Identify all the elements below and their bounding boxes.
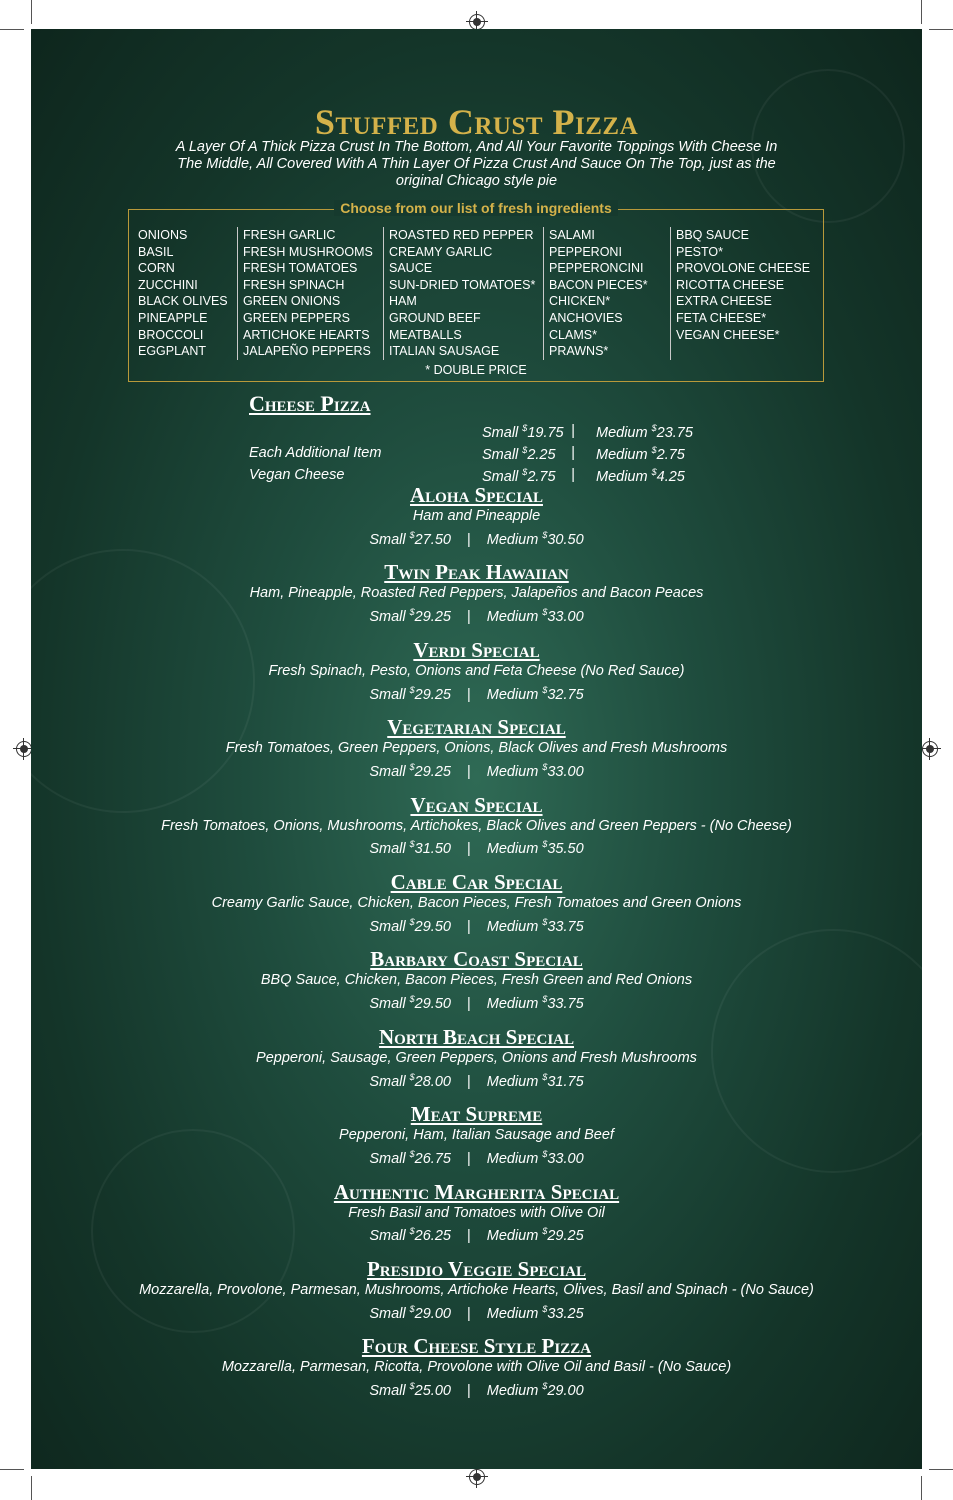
price-value: 28.00 [414, 1073, 451, 1090]
currency-symbol: $ [409, 684, 415, 695]
special-description: Mozzarella, Parmesan, Ricotta, Provolone with Olive Oil and Basil - (No Sauce) [221, 1359, 732, 1376]
special-prices [31, 1377, 922, 1401]
price-value: 29.25 [414, 686, 451, 703]
price-value: 33.75 [547, 996, 584, 1013]
ingredient-item: BASIL [138, 244, 174, 259]
small-price: Small $29.25 [369, 762, 451, 781]
price-value: 29.25 [414, 764, 451, 781]
ingredient-item: GREEN ONIONS [243, 294, 341, 309]
special-prices [31, 1068, 922, 1092]
special-item [31, 1334, 922, 1401]
price-value: 33.00 [547, 764, 584, 781]
ingredient-column [237, 227, 383, 360]
currency-symbol: $ [522, 423, 528, 433]
medium-price: Medium $33.00 [486, 607, 584, 626]
ingredient-item: ANCHOVIES [549, 310, 623, 325]
price-value: 27.50 [414, 531, 451, 548]
currency-symbol: $ [542, 1149, 548, 1160]
special-item [31, 560, 922, 627]
ingredient-item: PRAWNS* [549, 344, 609, 359]
registration-mark-icon [16, 741, 32, 757]
special-name: Vegan Special [410, 792, 543, 817]
price-separator: | [466, 841, 471, 858]
small-price: Small $2.25 [482, 445, 556, 463]
ingredient-item: CHICKEN* [549, 294, 611, 309]
currency-symbol: $ [542, 917, 548, 927]
special-description: Fresh Basil and Tomatoes with Olive Oil [348, 1204, 605, 1221]
crop-mark [0, 29, 24, 30]
currency-symbol: $ [542, 839, 548, 850]
currency-symbol: $ [542, 762, 548, 773]
currency-symbol: $ [542, 684, 548, 695]
special-prices [31, 836, 922, 860]
ingredient-column [383, 227, 543, 360]
registration-mark-icon [922, 741, 938, 757]
ingredient-item: PEPPERONI [549, 244, 622, 259]
currency-symbol: $ [542, 1381, 548, 1392]
price-value: 29.25 [414, 609, 451, 626]
ingredient-item: GREEN PEPPERS [243, 310, 350, 325]
crop-mark [929, 1469, 953, 1470]
small-price: Small $26.25 [369, 1226, 451, 1245]
medium-price: Medium $33.75 [486, 917, 584, 935]
currency-symbol: $ [651, 445, 657, 455]
ingredient-column [129, 227, 237, 360]
price-value: 2.75 [656, 446, 685, 463]
special-name: Verdi Special [413, 637, 540, 662]
small-price: Small $31.50 [369, 839, 451, 858]
special-item [31, 870, 922, 937]
price-separator: | [466, 1228, 471, 1245]
ingredient-item: BBQ SAUCE [676, 228, 749, 242]
small-price: Small $29.50 [369, 917, 451, 935]
price-value: 31.50 [414, 841, 451, 858]
currency-symbol: $ [409, 530, 415, 540]
currency-symbol: $ [542, 1226, 548, 1237]
ingredients-heading: Choose from our list of fresh ingredients [334, 200, 617, 216]
ingredients-columns [129, 227, 823, 360]
special-prices [31, 990, 922, 1014]
special-prices [31, 1145, 922, 1169]
special-description: Pepperoni, Ham, Italian Sausage and Beef [339, 1127, 614, 1144]
special-name: Presidio Veggie Special [366, 1257, 586, 1281]
small-price: Small $2.75 [482, 467, 556, 485]
price-separator: | [466, 531, 471, 548]
special-description: Mozzarella, Provolone, Parmesan, Mushrooms, Artichoke Hearts, Olives, Basil and Spinach - (No Sauce) [139, 1282, 814, 1298]
special-prices [31, 913, 922, 937]
medium-price: Medium $2.75 [596, 445, 685, 463]
crop-mark [31, 1476, 32, 1500]
crop-mark [921, 1476, 922, 1500]
special-name: Cable Car Special [390, 870, 563, 894]
ingredient-item: RICOTTA CHEESE [676, 277, 785, 292]
ingredient-item: ITALIAN SAUSAGE [389, 344, 500, 359]
price-value: 29.25 [547, 1228, 584, 1245]
currency-symbol: $ [409, 1149, 415, 1160]
currency-symbol: $ [522, 467, 528, 477]
special-name: North Beach Special [378, 1024, 574, 1049]
price-value: 29.00 [414, 1305, 451, 1322]
small-price: Small $27.50 [369, 530, 451, 548]
special-prices [31, 526, 922, 550]
price-separator: | [466, 1073, 471, 1090]
currency-symbol: $ [542, 607, 548, 618]
ingredient-item: JALAPEÑO PEPPERS [243, 344, 371, 359]
ingredient-column [670, 227, 820, 360]
small-price: Small $19.75 [482, 423, 564, 441]
price-value: 2.25 [527, 446, 556, 463]
ingredient-item: EGGPLANT [138, 344, 207, 359]
ingredient-item: CLAMS* [549, 327, 597, 342]
medium-price: Medium $23.75 [596, 423, 693, 441]
medium-price: Medium $33.75 [486, 994, 584, 1013]
currency-symbol: $ [409, 762, 415, 773]
special-item [31, 1257, 922, 1324]
special-item [31, 715, 922, 782]
ingredient-item: SALAMI [549, 228, 595, 242]
medium-price: Medium $35.50 [486, 839, 584, 858]
price-separator: | [571, 423, 575, 439]
currency-symbol: $ [542, 530, 548, 540]
special-name: Twin Peak Hawaiian [384, 560, 569, 585]
special-description: Ham and Pineapple [412, 508, 541, 524]
cheese-pizza-title: Cheese Pizza [249, 391, 371, 416]
ingredient-item: ONIONS [138, 228, 188, 242]
small-price: Small $29.00 [369, 1304, 451, 1322]
ingredient-item: CORN [138, 261, 175, 276]
medium-price: Medium $29.00 [486, 1381, 584, 1400]
small-price: Small $29.50 [369, 994, 451, 1013]
price-value: 4.25 [656, 468, 685, 485]
ingredient-item: ARTICHOKE HEARTS [243, 327, 370, 342]
crop-mark [0, 1469, 24, 1470]
price-separator: | [466, 609, 471, 626]
special-description: BBQ Sauce, Chicken, Bacon Pieces, Fresh Green and Red Onions [260, 972, 693, 989]
special-name: Meat Supreme [410, 1102, 543, 1127]
special-name: Barbary Coast Special [370, 947, 583, 972]
medium-price: Medium $33.00 [486, 762, 584, 781]
currency-symbol: $ [409, 917, 415, 927]
price-value: 33.00 [547, 609, 584, 626]
currency-symbol: $ [651, 423, 657, 433]
special-item [31, 483, 922, 550]
currency-symbol: $ [409, 839, 415, 850]
currency-symbol: $ [651, 467, 657, 477]
currency-symbol: $ [409, 1304, 415, 1314]
price-value: 29.00 [547, 1383, 584, 1400]
price-value: 19.75 [527, 424, 564, 441]
currency-symbol: $ [409, 607, 415, 618]
intro-text: A Layer Of A Thick Pizza Crust In The Bottom, And All Your Favorite Toppings With Cheese In The Middle, All Covered With A Thin Layer Of Pizza Crust And Sauce On The Top, just as the original Chicago style pie [175, 139, 778, 189]
price-value: 25.00 [414, 1383, 451, 1400]
special-description: Fresh Tomatoes, Onions, Mushrooms, Artichokes, Black Olives and Green Peppers - (No Cheese) [161, 817, 792, 834]
price-separator: | [571, 467, 575, 483]
currency-symbol: $ [522, 445, 528, 455]
special-prices [31, 603, 922, 627]
ingredients-box [128, 200, 824, 382]
special-description: Ham, Pineapple, Roasted Red Peppers, Jalapeños and Bacon Peaces [249, 585, 704, 602]
price-value: 30.50 [547, 531, 584, 548]
price-separator: | [466, 686, 471, 703]
registration-mark-icon [469, 14, 485, 30]
price-value: 31.75 [547, 1073, 584, 1090]
price-value: 2.75 [527, 468, 556, 485]
ingredient-item: BACON PIECES* [549, 277, 648, 292]
ingredient-item: FRESH MUSHROOMS [243, 244, 373, 259]
special-description: Pepperoni, Sausage, Green Peppers, Onions and Fresh Mushrooms [256, 1049, 697, 1066]
price-separator: | [466, 996, 471, 1013]
price-value: 33.00 [547, 1151, 584, 1168]
price-separator: | [466, 1305, 471, 1322]
crop-mark [929, 29, 953, 30]
price-value: 26.25 [414, 1228, 451, 1245]
price-value: 26.75 [414, 1151, 451, 1168]
special-item [31, 947, 922, 1014]
ingredient-item: FETA CHEESE* [676, 310, 767, 325]
ingredient-item: ROASTED RED PEPPER [389, 228, 534, 242]
small-price: Small $26.75 [369, 1149, 451, 1168]
special-name: Four Cheese Style Pizza [361, 1334, 592, 1359]
ingredient-item: ZUCCHINI [138, 277, 198, 292]
currency-symbol: $ [409, 1381, 415, 1392]
special-item [31, 1180, 922, 1247]
ingredient-item: SUN-DRIED TOMATOES* [389, 277, 536, 292]
medium-price: Medium $29.25 [486, 1226, 584, 1245]
currency-symbol: $ [542, 994, 548, 1005]
medium-price: Medium $4.25 [596, 467, 685, 485]
currency-symbol: $ [409, 1226, 415, 1237]
small-price: Small $28.00 [369, 1071, 451, 1090]
special-name: Authentic Margherita Special [333, 1179, 620, 1204]
currency-symbol: $ [542, 1304, 548, 1314]
special-name: Aloha Special [410, 483, 543, 507]
ingredient-item: PEPPERONCINI [549, 261, 644, 276]
ingredient-item: GROUND BEEF [389, 310, 481, 325]
double-price-note: * DOUBLE PRICE [425, 363, 527, 377]
price-value: 29.50 [414, 918, 451, 935]
price-value: 33.25 [547, 1305, 584, 1322]
price-separator: | [466, 1151, 471, 1168]
registration-mark-icon [469, 1469, 485, 1485]
cheese-row-label: Each Additional Item [249, 445, 382, 461]
cheese-pizza-section [249, 391, 749, 485]
ingredient-item: BROCCOLI [138, 327, 204, 342]
currency-symbol: $ [409, 994, 415, 1005]
special-name: Vegetarian Special [387, 715, 566, 740]
small-price: Small $29.25 [369, 607, 451, 626]
page-title: Stuffed Crust Pizza [314, 102, 639, 142]
ingredient-column [543, 227, 670, 360]
medium-price: Medium $30.50 [486, 530, 584, 548]
ingredient-item: PINEAPPLE [138, 310, 208, 325]
medium-price: Medium $33.00 [486, 1149, 584, 1168]
small-price: Small $29.25 [369, 684, 451, 703]
ingredient-item: BLACK OLIVES [138, 294, 228, 309]
menu-panel [31, 29, 922, 1469]
ingredient-item: HAM [389, 294, 417, 309]
ingredient-item: PROVOLONE CHEESE [676, 261, 811, 276]
ingredient-item: FRESH GARLIC [243, 228, 336, 242]
price-separator: | [466, 918, 471, 935]
special-description: Fresh Spinach, Pesto, Onions and Feta Cheese (No Red Sauce) [268, 662, 685, 679]
crop-mark [921, 0, 922, 24]
special-item [31, 1102, 922, 1169]
crop-mark [31, 0, 32, 24]
small-price: Small $25.00 [369, 1381, 451, 1400]
ingredient-item: CREAMY GARLIC [389, 244, 493, 259]
ingredient-item: SAUCE [389, 261, 433, 276]
price-separator: | [571, 445, 575, 461]
price-separator: | [466, 1383, 471, 1400]
special-prices [31, 758, 922, 782]
currency-symbol: $ [409, 1071, 415, 1082]
medium-price: Medium $32.75 [486, 684, 584, 703]
currency-symbol: $ [542, 1071, 548, 1082]
special-prices [31, 1300, 922, 1324]
ingredient-item: EXTRA CHEESE [676, 294, 772, 309]
price-value: 29.50 [414, 996, 451, 1013]
medium-price: Medium $31.75 [486, 1071, 584, 1090]
special-prices [31, 681, 922, 705]
special-prices [31, 1223, 922, 1247]
ingredient-item: PESTO* [676, 244, 724, 259]
cheese-row-label: Vegan Cheese [249, 467, 345, 483]
special-item [31, 793, 922, 860]
special-description: Fresh Tomatoes, Green Peppers, Onions, Black Olives and Fresh Mushrooms [225, 740, 728, 757]
price-separator: | [466, 764, 471, 781]
special-item [31, 638, 922, 705]
ingredient-item: MEATBALLS [389, 327, 462, 342]
special-description: Creamy Garlic Sauce, Chicken, Bacon Pieces, Fresh Tomatoes and Green Onions [211, 895, 742, 911]
price-value: 32.75 [547, 686, 584, 703]
ingredient-item: VEGAN CHEESE* [676, 327, 780, 342]
price-value: 35.50 [547, 841, 584, 858]
special-item [31, 1025, 922, 1092]
ingredient-item: FRESH SPINACH [243, 277, 345, 292]
price-value: 23.75 [656, 424, 693, 441]
price-value: 33.75 [547, 918, 584, 935]
ingredient-item: FRESH TOMATOES [243, 261, 358, 276]
medium-price: Medium $33.25 [486, 1304, 584, 1322]
